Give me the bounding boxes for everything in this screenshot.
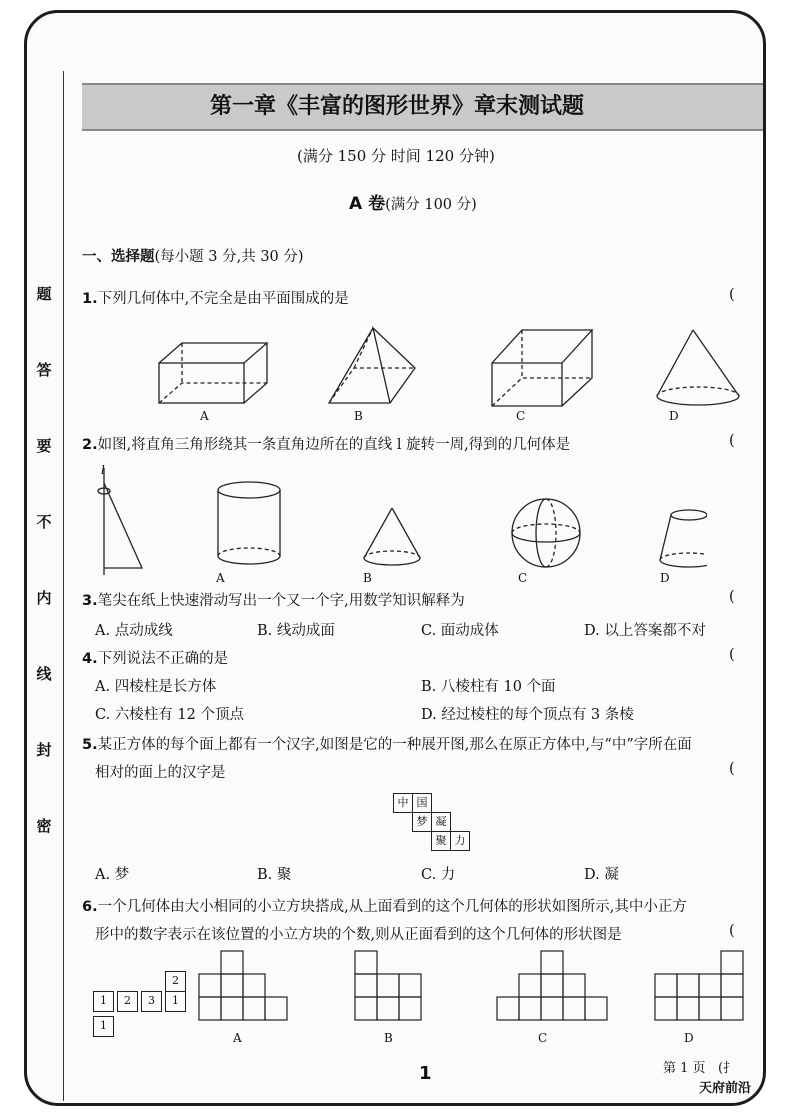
grid-cell: 2 [117, 991, 138, 1012]
front-view-b [355, 951, 421, 1020]
q2-label: B [363, 571, 372, 585]
q1-stem [82, 287, 349, 308]
q6-label: C [538, 1031, 548, 1045]
q5-number: 5. [82, 737, 98, 753]
q1-text: 下列几何体中,不完全是由平面围成的是 [97, 291, 349, 307]
q1-figures [147, 318, 747, 418]
answer-paren: ( [729, 287, 735, 303]
q5-text: 某正方体的每个面上都有一个汉字,如图是它的一种展开图,那么在原正方体中,与“中”字所在面 [97, 737, 692, 753]
answer-paren: ( [729, 647, 735, 663]
frustum-shape [660, 510, 707, 567]
grid-cell: 1 [93, 1016, 114, 1037]
seal-char: 不 [36, 513, 52, 531]
binding-line [63, 71, 64, 1101]
q2-figures [87, 463, 707, 578]
seal-char: 密 [36, 817, 52, 835]
title-banner [82, 83, 766, 131]
axis-label: l [101, 463, 105, 477]
q3-option: D. 以上答案都不对 [584, 623, 706, 639]
q6-label: D [684, 1031, 694, 1045]
q3-option: B. 线动成面 [257, 623, 335, 639]
sphere-shape [512, 499, 580, 567]
seal-char: 封 [36, 741, 52, 759]
q4-option: B. 八棱柱有 10 个面 [421, 679, 556, 695]
section-heading [82, 245, 304, 266]
grid-cell: 1 [93, 991, 114, 1012]
part-heading [349, 189, 477, 214]
page-number: 1 [419, 1063, 432, 1084]
pyramid-shape [329, 328, 415, 403]
grid-cell: 3 [141, 991, 162, 1012]
q1-number: 1. [82, 291, 98, 307]
q6-stem-line2: 形中的数字表示在该位置的小立方块的个数,则从正面看到的这个几何体的形状图是 [95, 927, 622, 943]
q2-text: 如图,将直角三角形绕其一条直角边所在的直线 l 旋转一周,得到的几何体是 [97, 437, 571, 453]
q1-label: C [516, 409, 526, 423]
seal-char: 内 [36, 589, 52, 607]
q6-label: A [233, 1031, 242, 1045]
seal-char: 答 [36, 361, 52, 379]
net-cell: 聚 [431, 831, 451, 851]
q2-label: C [518, 571, 528, 585]
q5-option: D. 凝 [584, 867, 619, 883]
q5-option: C. 力 [421, 867, 456, 883]
q4-option: C. 六棱柱有 12 个顶点 [95, 707, 244, 723]
front-view-d [655, 951, 743, 1020]
section-note: (每小题 3 分,共 30 分) [154, 249, 304, 265]
q4-stem [82, 647, 228, 668]
q5-stem-line2: 相对的面上的汉字是 [95, 765, 226, 781]
q5-stem [82, 733, 692, 754]
q3-option: C. 面动成体 [421, 623, 499, 639]
answer-paren: ( [729, 761, 735, 777]
grid-cell: 2 [165, 971, 186, 992]
front-view-a [199, 951, 287, 1020]
page-label-text: 第 1 页 [663, 1061, 706, 1076]
q3-option: A. 点动成线 [95, 623, 173, 639]
seal-char: 题 [36, 285, 52, 303]
page-frame [24, 10, 766, 1106]
page-title: 第一章《丰富的图形世界》章末测试题 [209, 94, 584, 119]
cone-shape [657, 330, 739, 405]
q1-label: B [354, 409, 363, 423]
q3-stem [82, 589, 465, 610]
q4-number: 4. [82, 651, 98, 667]
net-cell: 中 [393, 793, 413, 813]
q6-front-views [197, 949, 766, 1029]
q1-label: A [200, 409, 209, 423]
net-cell: 国 [412, 793, 432, 813]
cone-shape [364, 508, 420, 565]
q4-option: A. 四棱柱是长方体 [95, 679, 217, 695]
q1-label: D [669, 409, 679, 423]
answer-paren: ( [729, 923, 735, 939]
seal-char: 要 [36, 437, 52, 455]
net-cell: 凝 [431, 812, 451, 832]
part-name: A 卷 [349, 194, 386, 214]
answer-paren: ( [729, 589, 735, 605]
seal-char: 线 [36, 665, 52, 683]
exam-page [27, 13, 763, 1103]
exam-meta: (满分 150 分 时间 120 分钟) [297, 147, 495, 165]
cuboid-shape [159, 343, 267, 403]
q2-label: D [660, 571, 670, 585]
answer-paren: ( [729, 433, 735, 449]
section-title: 一、选择题 [82, 249, 155, 265]
q4-text: 下列说法不正确的是 [97, 651, 229, 667]
brand-label: 天府前沿 [699, 1081, 752, 1096]
q4-option: D. 经过棱柱的每个顶点有 3 条棱 [421, 707, 634, 723]
page-label-tail: (扌 [717, 1061, 737, 1076]
q2-number: 2. [82, 437, 98, 453]
q6-number: 6. [82, 899, 98, 915]
net-cell: 力 [450, 831, 470, 851]
q2-stem [82, 433, 570, 454]
q6-stem [82, 895, 687, 916]
net-cell: 梦 [412, 812, 432, 832]
q6-text: 一个几何体由大小相同的小立方块搭成,从上面看到的这个几何体的形状如图所示,其中小正方 [97, 899, 687, 915]
q2-label: A [216, 571, 225, 585]
q5-option: B. 聚 [257, 867, 292, 883]
cylinder-shape [218, 482, 280, 564]
q3-text: 笔尖在纸上快速滑动写出一个又一个字,用数学知识解释为 [97, 593, 465, 609]
q5-option: A. 梦 [95, 867, 130, 883]
grid-cell: 1 [165, 991, 186, 1012]
q6-label: B [384, 1031, 393, 1045]
front-view-c [497, 951, 607, 1020]
part-note: (满分 100 分) [385, 197, 477, 213]
page-label [663, 1057, 736, 1076]
q3-number: 3. [82, 593, 98, 609]
prism-shape [492, 330, 592, 406]
triangle-axis-figure [98, 468, 142, 575]
